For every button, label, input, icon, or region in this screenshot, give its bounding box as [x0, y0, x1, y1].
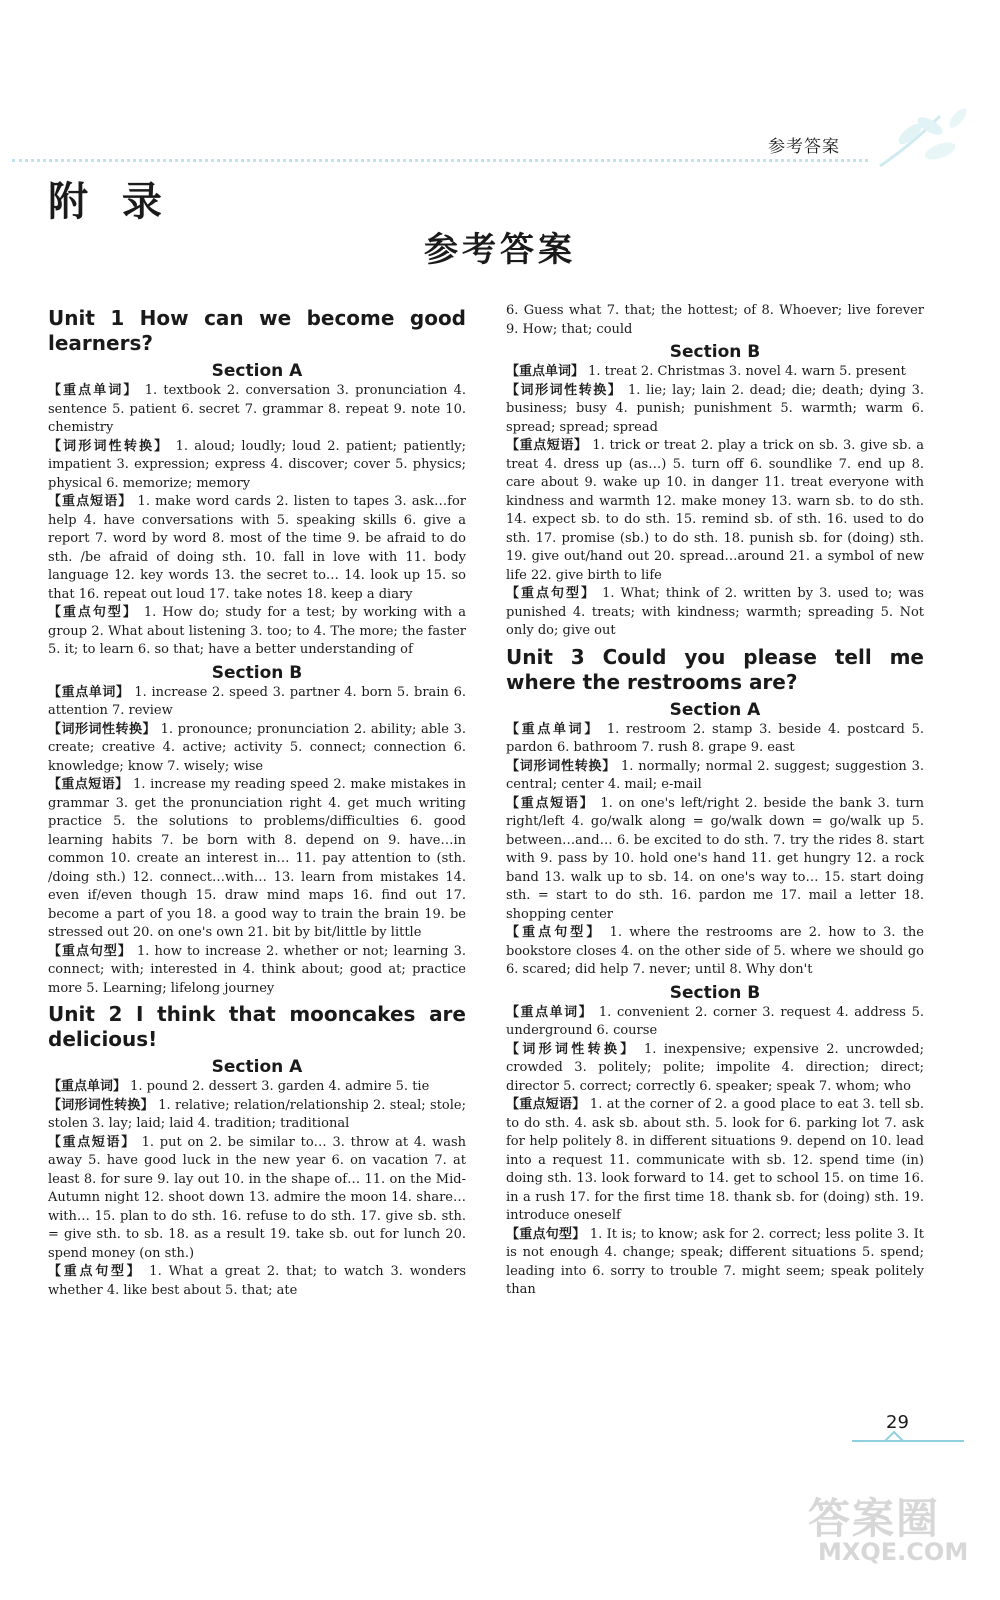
answer-entry: [48, 1263, 466, 1300]
entry-text: 1. make word cards 2. listen to tapes 3. ask…for help 4. have conversations with 5. speaking skills 6. give a report 7. word by word 8. most of the time 9. be afraid to do sth. /be afraid of doing sth. 10. fall in love with 11. body language 12. key words 13. the secret to… 14. look up 15. so that 16. repeat out loud 17. take notes 18. keep a diary: [48, 494, 466, 602]
answer-entry: [506, 924, 924, 980]
header-dotted-rule: [12, 159, 868, 162]
entry-text: 1. convenient 2. corner 3. request 4. address 5. underground 6. course: [506, 1004, 924, 1038]
answer-entry: [48, 438, 466, 494]
entry-tag: 【重点句型】: [506, 1226, 586, 1242]
section-title: Section B: [669, 342, 761, 362]
appendix-title: 附 录: [48, 179, 172, 225]
entry-tag: 【重点单词】: [506, 721, 601, 737]
header-label: 参考答案: [768, 137, 840, 157]
entry-text: 1. increase my reading speed 2. make mistakes in grammar 3. get the pronunciation right 4. get much writing practice 5. the solutions to problems/difficulties 6. good learning habits 7. be born with 8. depend on 9. have…in common 10. create an interest in… 11. pay attention to (sth. /doing sth.) 12. connect…with… 13. learn from mistakes 14. even if/even though 15. draw mind maps 16. find out 17. become a part of you 18. a good way to train the brain 19. be stressed out 20. on one's own 21. bit by bit/little by little: [48, 777, 466, 940]
entry-text: 1. at the corner of 2. a good place to eat 3. tell sb. to do sth. 4. ask sb. about sth. 5. look for 6. parking lot 7. ask for help politely 8. in different situations 9. depend on 10. lead into a request 11. communicate with sb. 12. spend time (in) doing sth. 13. look forward to 14. get to school 15. on time 16. in a rush 17. for the first time 18. thank sb. for (doing) sth. 19. introduce oneself: [506, 1097, 924, 1223]
entry-tag: 【词形词性转换】: [48, 438, 170, 454]
right-column: [506, 302, 924, 1300]
entry-tag: 【重点单词】: [48, 684, 130, 700]
section-title: Section A: [211, 361, 303, 381]
left-column: [48, 302, 466, 1300]
entry-text: 1. It is; to know; ask for 2. correct; less polite 3. It is not enough 4. change; speak; different situations 5. spend; leading into 6. sorry to trouble 7. might seem; speak politely than: [506, 1226, 924, 1297]
entry-text: 1. increase 2. speed 3. partner 4. born 5. brain 6. attention 7. review: [48, 684, 466, 718]
entry-tag: 【重点句型】: [48, 943, 132, 959]
entry-tag: 【重点句型】: [506, 586, 596, 601]
entry-tag: 【重点短语】: [506, 438, 588, 453]
entry-tag: 【重点句型】: [48, 605, 138, 620]
answer-entry: [48, 604, 466, 660]
entry-tag: 【词形词性转换】: [506, 758, 617, 774]
entry-text: 1. where the restrooms are 2. how to 3. the bookstore closes 4. on the other side of 5. where we should go 6. scared; did help 7. never; until 8. Why don't: [506, 925, 924, 977]
answer-entry: [506, 795, 924, 925]
section-title: Section B: [669, 982, 761, 1003]
unit-title: Unit 2 I think that mooncakes are delicious!: [48, 1002, 466, 1051]
answer-entry: [506, 437, 924, 585]
page-number: 29: [886, 1412, 909, 1433]
answer-entry: [506, 1226, 924, 1300]
entry-tag: 【词形词性转换】: [506, 382, 623, 398]
answers-title: 参考答案: [424, 230, 576, 270]
leaf-decoration-icon: [870, 96, 980, 186]
entry-tag: 【重点短语】: [48, 1134, 136, 1150]
entry-text: 1. What a great 2. that; to watch 3. wonders whether 4. like best about 5. that; ate: [48, 1264, 466, 1298]
entry-text: 1. relative; relation/relationship 2. steal; stole; stolen 3. lay; laid; laid 4. tradition; traditional: [48, 1097, 466, 1131]
answer-entry: [506, 1041, 924, 1097]
entry-tag: 【重点句型】: [506, 925, 603, 940]
section-title: Section B: [211, 662, 303, 683]
answer-entry: [506, 382, 924, 438]
answer-entry: [48, 943, 466, 999]
section-title: Section A: [669, 699, 761, 720]
answer-entry: [506, 585, 924, 641]
entry-tag: 【重点单词】: [506, 364, 585, 379]
entry-text: 1. pound 2. dessert 3. garden 4. admire 5. tie: [126, 1079, 430, 1094]
entry-text: 1. How do; study for a test; by working with a group 2. What about listening 3. too; to 4. The more; the faster 5. it; to learn 6. so that; have a better understanding of: [48, 605, 466, 657]
answer-entry: [506, 721, 924, 758]
entry-text: 1. textbook 2. conversation 3. pronunciation 4. sentence 5. patient 6. secret 7. grammar 8. repeat 9. note 10. chemistry: [48, 383, 466, 435]
answer-entry: [48, 1134, 466, 1264]
entry-text: 1. put on 2. be similar to… 3. throw at 4. wash away 5. have good luck in the new year 6. on vacation 7. at least 8. for sure 9. lay out 10. in the shape of… 11. on the Mid-Autumn night 12. shoot down 13. admire the moon 14. share…with… 15. plan to do sth. 16. refuse to do sth. 17. give sb. sth. = give sth. to sb. 18. as a result 19. take sb. out for lunch 20. spend money (on sth.): [48, 1134, 466, 1261]
entry-text: 1. inexpensive; expensive 2. uncrowded; crowded 3. politely; polite; impolite 4. direction; direct; director 5. correct; correctly 6. speaker; speak 7. whom; who: [506, 1041, 924, 1094]
answer-entry: [506, 1004, 924, 1041]
entry-text: 6. Guess what 7. that; the hottest; of 8. Whoever; live forever 9. How; that; could: [506, 303, 924, 337]
unit-title: Unit 1 How can we become good learners?: [48, 306, 466, 355]
footer-rule: [852, 1440, 964, 1442]
entry-tag: 【重点单词】: [48, 1079, 127, 1094]
answer-entry: [48, 1078, 466, 1097]
watermark-url: MXQE.COM: [818, 1538, 969, 1566]
entry-text: 1. What; think of 2. written by 3. used to; was punished 4. treats; with kindness; warmth; spreading 5. Not only do; give out: [506, 586, 924, 638]
answer-entry: [48, 1097, 466, 1134]
entry-tag: 【重点短语】: [48, 494, 133, 509]
unit-title: Unit 3 Could you please tell me where the restrooms are?: [506, 644, 924, 694]
watermark-logo: 答案圈: [808, 1494, 941, 1543]
answer-entry: [48, 493, 466, 604]
entry-tag: 【重点短语】: [506, 1097, 586, 1112]
entry-text: 1. on one's left/right 2. beside the bank 3. turn right/left 4. go/walk along = go/walk down = go/walk up 5. between…and… 6. be excited to do sth. 7. try the rides 8. start with 9. pass by 10. hold one's hand 11. get hungry 12. a rock band 13. walk up to sb. 14. on one's way to… 15. start doing sth. = start to do sth. 16. pardon me 17. mail a letter 18. shopping center: [506, 795, 924, 922]
entry-text: 1. how to increase 2. whether or not; learning 3. connect; with; interested in 4. think about; good at; practice more 5. Learning; lifelong journey: [48, 943, 466, 996]
entry-tag: 【重点句型】: [48, 1264, 143, 1279]
section-title: Section A: [211, 1057, 303, 1077]
entry-text: 1. aloud; loudly; loud 2. patient; patiently; impatient 3. expression; express 4. discover; cover 5. physics; physical 6. memorize; memory: [48, 438, 466, 491]
answer-entry: [506, 363, 924, 382]
answer-entry: [48, 776, 466, 943]
entry-tag: 【重点单词】: [506, 1004, 594, 1020]
entry-text: 1. pronounce; pronunciation 2. ability; able 3. create; creative 4. active; activity 5. connect; connection 6. knowledge; know 7. wisely; wise: [48, 721, 466, 774]
entry-tag: 【词形词性转换】: [48, 1097, 154, 1113]
entry-tag: 【词形词性转换】: [506, 1041, 637, 1057]
entry-tag: 【重点短语】: [48, 777, 129, 792]
entry-tag: 【重点单词】: [48, 383, 139, 398]
entry-tag: 【词形词性转换】: [48, 721, 157, 737]
entry-text: 1. restroom 2. stamp 3. beside 4. postcard 5. pardon 6. bathroom 7. rush 8. grape 9. east: [506, 721, 924, 755]
entry-text: 1. treat 2. Christmas 3. novel 4. warn 5. present: [584, 364, 906, 379]
entry-text: 1. normally; normal 2. suggest; suggestion 3. central; center 4. mail; e-mail: [506, 758, 924, 792]
entry-text: 1. lie; lay; lain 2. dead; die; death; dying 3. business; busy 4. punish; punishment 5. warmth; warm 6. spread; spread; spread: [506, 382, 924, 435]
answer-entry: [48, 721, 466, 777]
answer-entry: [506, 1096, 924, 1226]
entry-text: 1. trick or treat 2. play a trick on sb. 3. give sb. a treat 4. dress up (as…) 5. turn off 6. soundlike 7. end up 8. care about 9. wake up 10. in danger 11. treat everyone with kindness and warmth 12. make money 13. warn sb. to do sth. 14. expect sb. to do sth. 15. remind sb. of sth. 16. used to do sth. 17. promise (sb.) to do sth. 18. punish sb. for (doing) sth. 19. give out/hand out 20. spread…around 21. a symbol of new life 22. give birth to life: [506, 438, 924, 583]
answer-entry: [506, 758, 924, 795]
entry-tag: 【重点短语】: [506, 795, 595, 811]
answer-entry: [48, 684, 466, 721]
answer-entry: [506, 302, 924, 339]
answer-entry: [48, 382, 466, 438]
